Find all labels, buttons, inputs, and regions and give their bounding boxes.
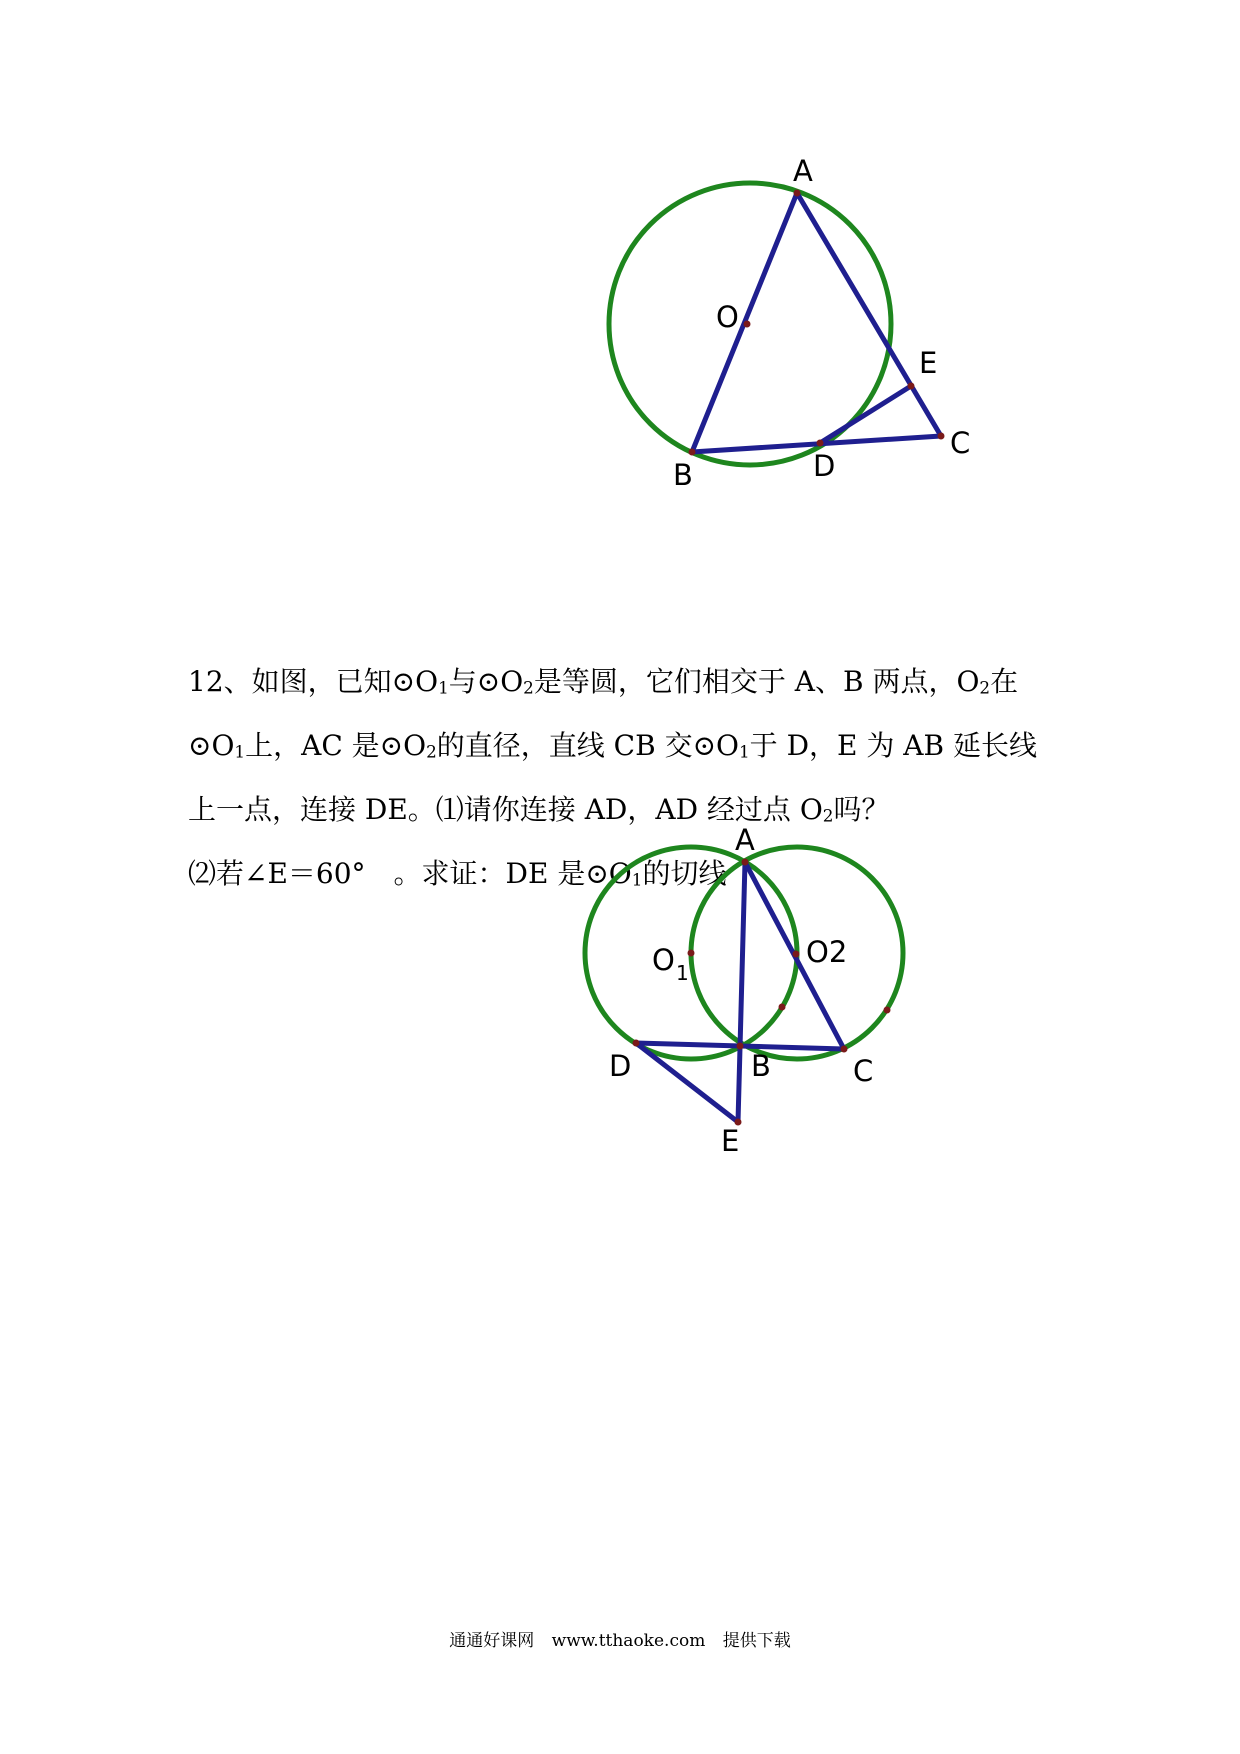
label-a: A bbox=[735, 823, 755, 857]
subscript: 1 bbox=[631, 869, 643, 890]
label-o2: O2 bbox=[806, 935, 848, 969]
point-o2 bbox=[793, 951, 800, 958]
point-c bbox=[841, 1046, 848, 1053]
point-o1 bbox=[688, 950, 695, 957]
label-a: A bbox=[793, 154, 813, 188]
subscript: 2 bbox=[426, 741, 437, 762]
text: 在 bbox=[990, 665, 1019, 698]
point-aux-2 bbox=[884, 1007, 891, 1014]
segment-ab bbox=[738, 862, 745, 1122]
text: 于 D，E 为 AB 延长线 bbox=[749, 729, 1037, 762]
label-e: E bbox=[919, 346, 938, 380]
text: 上一点，连接 DE。⑴请你连接 AD，AD 经过点 O bbox=[188, 793, 823, 826]
text: 上，AC 是⊙O bbox=[245, 729, 427, 762]
text: ⊙O bbox=[188, 729, 235, 762]
text: 的切线 bbox=[642, 857, 727, 890]
label-o1: O bbox=[652, 943, 675, 977]
footer-url[interactable]: www.tthaoke.com bbox=[551, 1631, 706, 1651]
subscript: 1 bbox=[738, 741, 750, 762]
label-c: C bbox=[853, 1054, 874, 1088]
subscript: 1 bbox=[438, 677, 449, 698]
text: ⑵若∠E＝60° 。求证：DE 是⊙O bbox=[188, 857, 632, 890]
label-c: C bbox=[950, 426, 971, 460]
footer bbox=[0, 1626, 1240, 1651]
label-b: B bbox=[751, 1049, 771, 1083]
point-aux-1 bbox=[779, 1004, 786, 1011]
point-d bbox=[633, 1040, 640, 1047]
text: 如图，已知⊙O bbox=[251, 665, 439, 698]
subscript: 2 bbox=[979, 677, 991, 698]
subscript: 2 bbox=[822, 805, 834, 826]
point-a bbox=[742, 859, 749, 866]
point-b bbox=[737, 1043, 744, 1050]
problem-number: 12、 bbox=[188, 665, 252, 698]
subscript: 1 bbox=[234, 741, 246, 762]
label-e: E bbox=[721, 1124, 740, 1158]
label-d: D bbox=[813, 449, 836, 483]
label-d: D bbox=[609, 1049, 632, 1083]
text: 的直径，直线 CB 交⊙O bbox=[436, 729, 739, 762]
text: 与⊙O bbox=[448, 665, 524, 698]
footer-site-name: 通通好课网 bbox=[449, 1631, 535, 1651]
text: 吗？ bbox=[833, 793, 890, 826]
label-b: B bbox=[673, 458, 693, 492]
footer-download: 提供下载 bbox=[722, 1631, 791, 1651]
subscript: 2 bbox=[523, 677, 534, 698]
label-o1-subscript: 1 bbox=[676, 961, 689, 985]
text: 是等圆，它们相交于 A、B 两点，O bbox=[533, 665, 980, 698]
label-o: O bbox=[716, 300, 739, 334]
